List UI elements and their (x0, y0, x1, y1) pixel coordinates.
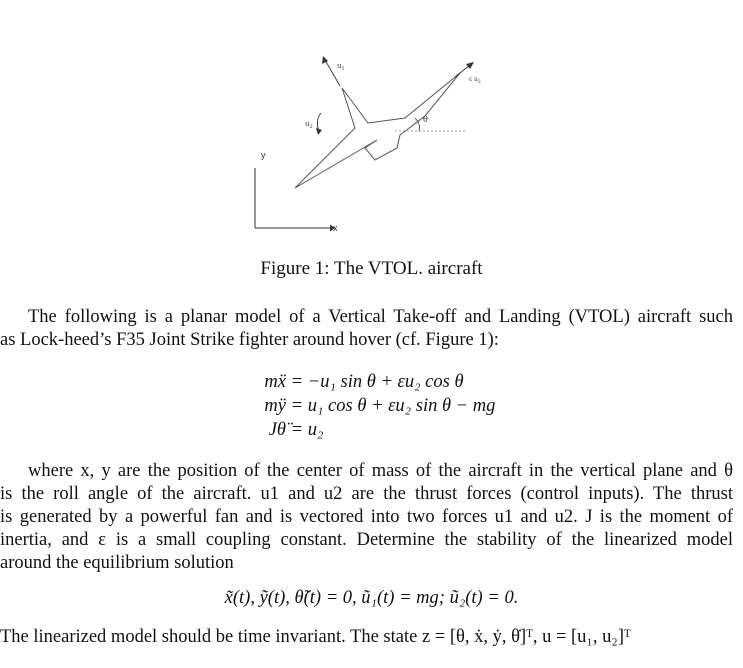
theta-label: θ (423, 115, 428, 124)
eps-u2-label: ε $u_2$ (469, 76, 481, 85)
eps-u2-thrust-arrow (455, 62, 474, 77)
paragraph-description (0, 460, 733, 575)
u1-thrust-arrow (322, 56, 340, 86)
vtol-aircraft-figure (245, 48, 485, 238)
equilibrium-equation: x̃(t), ỹ(t), θ̃(t) = 0, ũ₁(t) = mg; ũ₂(t) = 0. (224, 588, 519, 608)
paragraph-state-definition-line: The linearized model should be time invariant. The state z = [θ, ẋ, ẏ, θ̇]ᵀ, u = [u₁, u₂]ᵀ (0, 627, 631, 647)
paragraph-intro-line-2: as Lock-heed’s F35 Joint Strike fighter around hover (cf. Figure 1): (0, 330, 499, 350)
u1-label: $u_1$ (337, 62, 345, 72)
paragraph-description-line-3: is generated by a powerful fan and is vectored into two forces u1 and u2. J is the moment of (0, 507, 733, 527)
x-axis-label: x (333, 223, 338, 233)
y-axis-label: y (261, 150, 266, 160)
equation-theta: Jθ̈ = u₂ (268, 420, 324, 440)
paragraph-intro (0, 306, 733, 352)
theta-angle-arc (415, 118, 420, 131)
paragraph-state-definition (0, 626, 733, 649)
paragraph-description-line-5: around the equilibrium solution (0, 553, 234, 573)
u2-moment-arrowhead (316, 128, 322, 135)
paragraph-description-line-4: inertia, and ε is a small coupling constant. Determine the stability of the linearized model (0, 530, 733, 550)
coordinate-axes (255, 168, 334, 231)
equation-x: mẍ = −u₁ sin θ + εu₂ cos θ (264, 372, 464, 392)
figure-caption: Figure 1: The VTOL. aircraft (260, 258, 483, 279)
paragraph-description-line-2: is the roll angle of the aircraft. u1 and u2 are the thrust forces (control inputs). The thrust (0, 484, 733, 504)
paragraph-intro-line-1: The following is a planar model of a Vertical Take-off and Landing (VTOL) aircraft such (28, 307, 733, 327)
u2-label: $u_2$ (305, 120, 313, 130)
equation-y: mÿ = u₁ cos θ + εu₂ sin θ − mg (264, 396, 496, 416)
paragraph-description-line-1: where x, y are the position of the center of mass of the aircraft in the vertical plane and θ (28, 461, 733, 481)
